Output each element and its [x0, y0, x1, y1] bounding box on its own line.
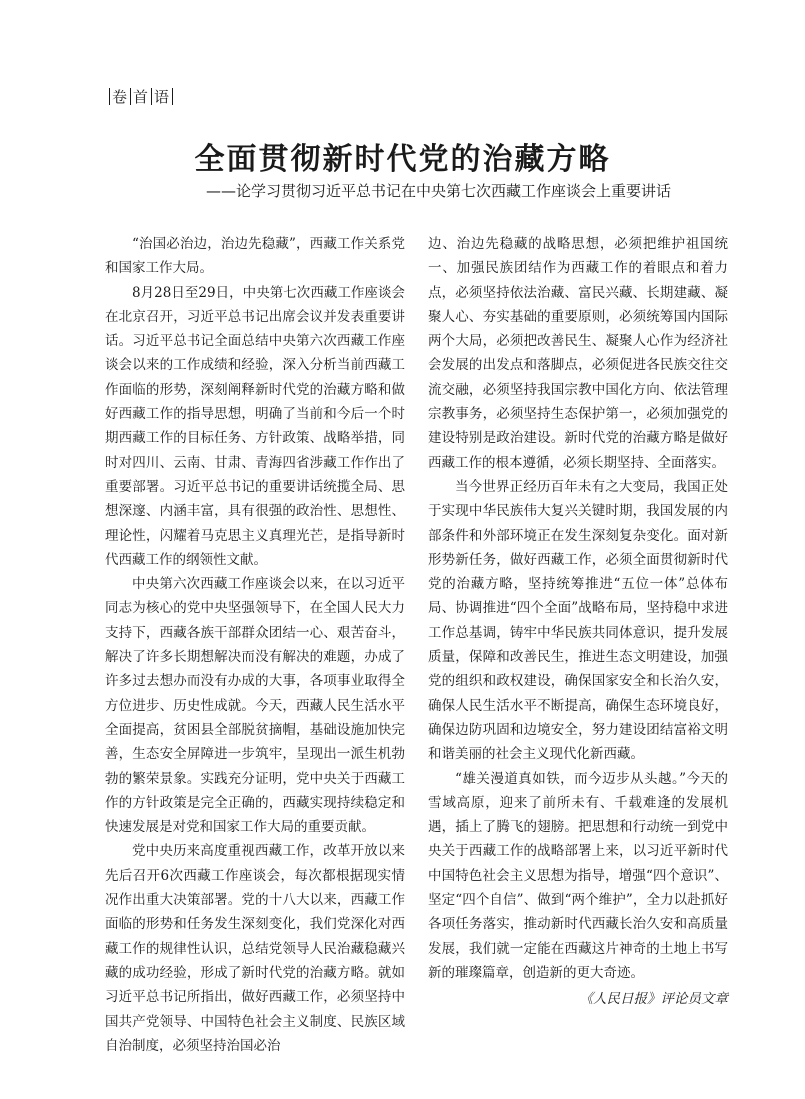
tag-divider	[172, 88, 173, 105]
body-paragraph: 8月28日至29日，中央第七次西藏工作座谈会在北京召开，习近平总书记出席会议并发表重要讲话。习近平总书记全面总结中央第六次西藏工作座谈会以来的工作成绩和经验，深入分析当前西藏工作面临的形势，深刻阐释新时代党的治藏方略和做好西藏工作的指导思想，明确了当前和今后一个时期西藏工作的目标任务、方针政策、战略举措，同时对四川、云南、甘肃、青海四省涉藏工作作出了重要部署。习近平总书记的重要讲话统揽全局、思想深邃、内涵丰富，具有很强的政治性、思想性、理论性，闪耀着马克思主义真理光芒，是指导新时代西藏工作的纲领性文献。	[105, 284, 405, 568]
section-tag-char: 卷	[112, 88, 129, 106]
left-column	[105, 232, 405, 1058]
article-credit: 《人民日报》评论员文章	[579, 991, 728, 1008]
body-paragraph: “雄关漫道真如铁，而今迈步从头越。”今天的雪域高原，迎来了前所未有、千载难逢的发展机遇，插上了腾飞的翅膀。把思想和行动统一到党中央关于西藏工作的战略部署上来，以习近平新时代中国特色社会主义思想为指导，增强“四个意识”、坚定“四个自信”、做到“两个维护”，全力以赴抓好各项任务落实，推动新时代西藏长治久安和高质量发展，我们就一定能在西藏这片神奇的土地上书写新的璀璨篇章，创造新的更大奇迹。	[428, 770, 728, 981]
tag-divider	[151, 88, 152, 105]
tag-divider	[109, 88, 110, 105]
body-paragraph: 中央第六次西藏工作座谈会以来，在以习近平同志为核心的党中央坚强领导下，在全国人民大力支持下，西藏各族干部群众团结一心、艰苦奋斗，解决了许多长期想解决而没有解决的难题，办成了许多过去想办而没有办成的大事，各项事业取得全方位进步、历史性成就。今天，西藏人民生活水平全面提高，贫困县全部脱贫摘帽，基础设施加快完善，生态安全屏障进一步筑牢，呈现出一派生机勃勃的繁荣景象。实践充分证明，党中央关于西藏工作的方针政策是完全正确的，西藏实现持续稳定和快速发展是对党和国家工作大局的重要贡献。	[105, 576, 405, 836]
body-paragraph: 党中央历来高度重视西藏工作，改革开放以来先后召开6次西藏工作座谈会，每次都根据现实情况作出重大决策部署。党的十八大以来，西藏工作面临的形势和任务发生深刻变化，我们党深化对西藏工作的规律性认识，总结党领导人民治藏稳藏兴藏的成功经验，形成了新时代党的治藏方略。就如习近平总书记所指出，做好西藏工作，必须坚持中国共产党领导、中国特色社会主义制度、民族区域自治制度，必须坚持治国必治	[105, 843, 405, 1054]
section-tag	[107, 86, 175, 107]
body-paragraph: 边、治边先稳藏的战略思想，必须把维护祖国统一、加强民族团结作为西藏工作的着眼点和着力点，必须坚持依法治藏、富民兴藏、长期建藏、凝聚人心、夯实基础的重要原则，必须统筹国内国际两个大局，必须把改善民生、凝聚人心作为经济社会发展的出发点和落脚点，必须促进各民族交往交流交融，必须坚持我国宗教中国化方向、依法管理宗教事务，必须坚持生态保护第一，必须加强党的建设特别是政治建设。新时代党的治藏方略是做好西藏工作的根本遵循，必须长期坚持、全面落实。	[428, 236, 728, 471]
article-title: 全面贯彻新时代党的治藏方略	[194, 142, 611, 177]
section-tag-char: 语	[154, 88, 171, 106]
section-tag-char: 首	[133, 88, 150, 106]
body-paragraph: “治国必治边，治边先稳藏”，西藏工作关系党和国家工作大局。	[105, 236, 405, 277]
body-paragraph: 当今世界正经历百年未有之大变局，我国正处于实现中华民族伟大复兴关键时期，我国发展的内部条件和外部环境正在发生深刻复杂变化。面对新形势新任务，做好西藏工作，必须全面贯彻新时代党的治藏方略，坚持统筹推进“五位一体”总体布局、协调推进“四个全面”战略布局，坚持稳中求进工作总基调，铸牢中华民族共同体意识，提升发展质量，保障和改善民生，推进生态文明建设，加强党的组织和政权建设，确保国家安全和长治久安，确保人民生活水平不断提高，确保生态环境良好，确保边防巩固和边境安全，努力建设团结富裕文明和谐美丽的社会主义现代化新西藏。	[428, 478, 728, 763]
article-subtitle: ——论学习贯彻习近平总书记在中央第七次西藏工作座谈会上重要讲话	[206, 182, 672, 200]
right-column	[428, 232, 728, 1012]
tag-divider	[130, 88, 131, 105]
